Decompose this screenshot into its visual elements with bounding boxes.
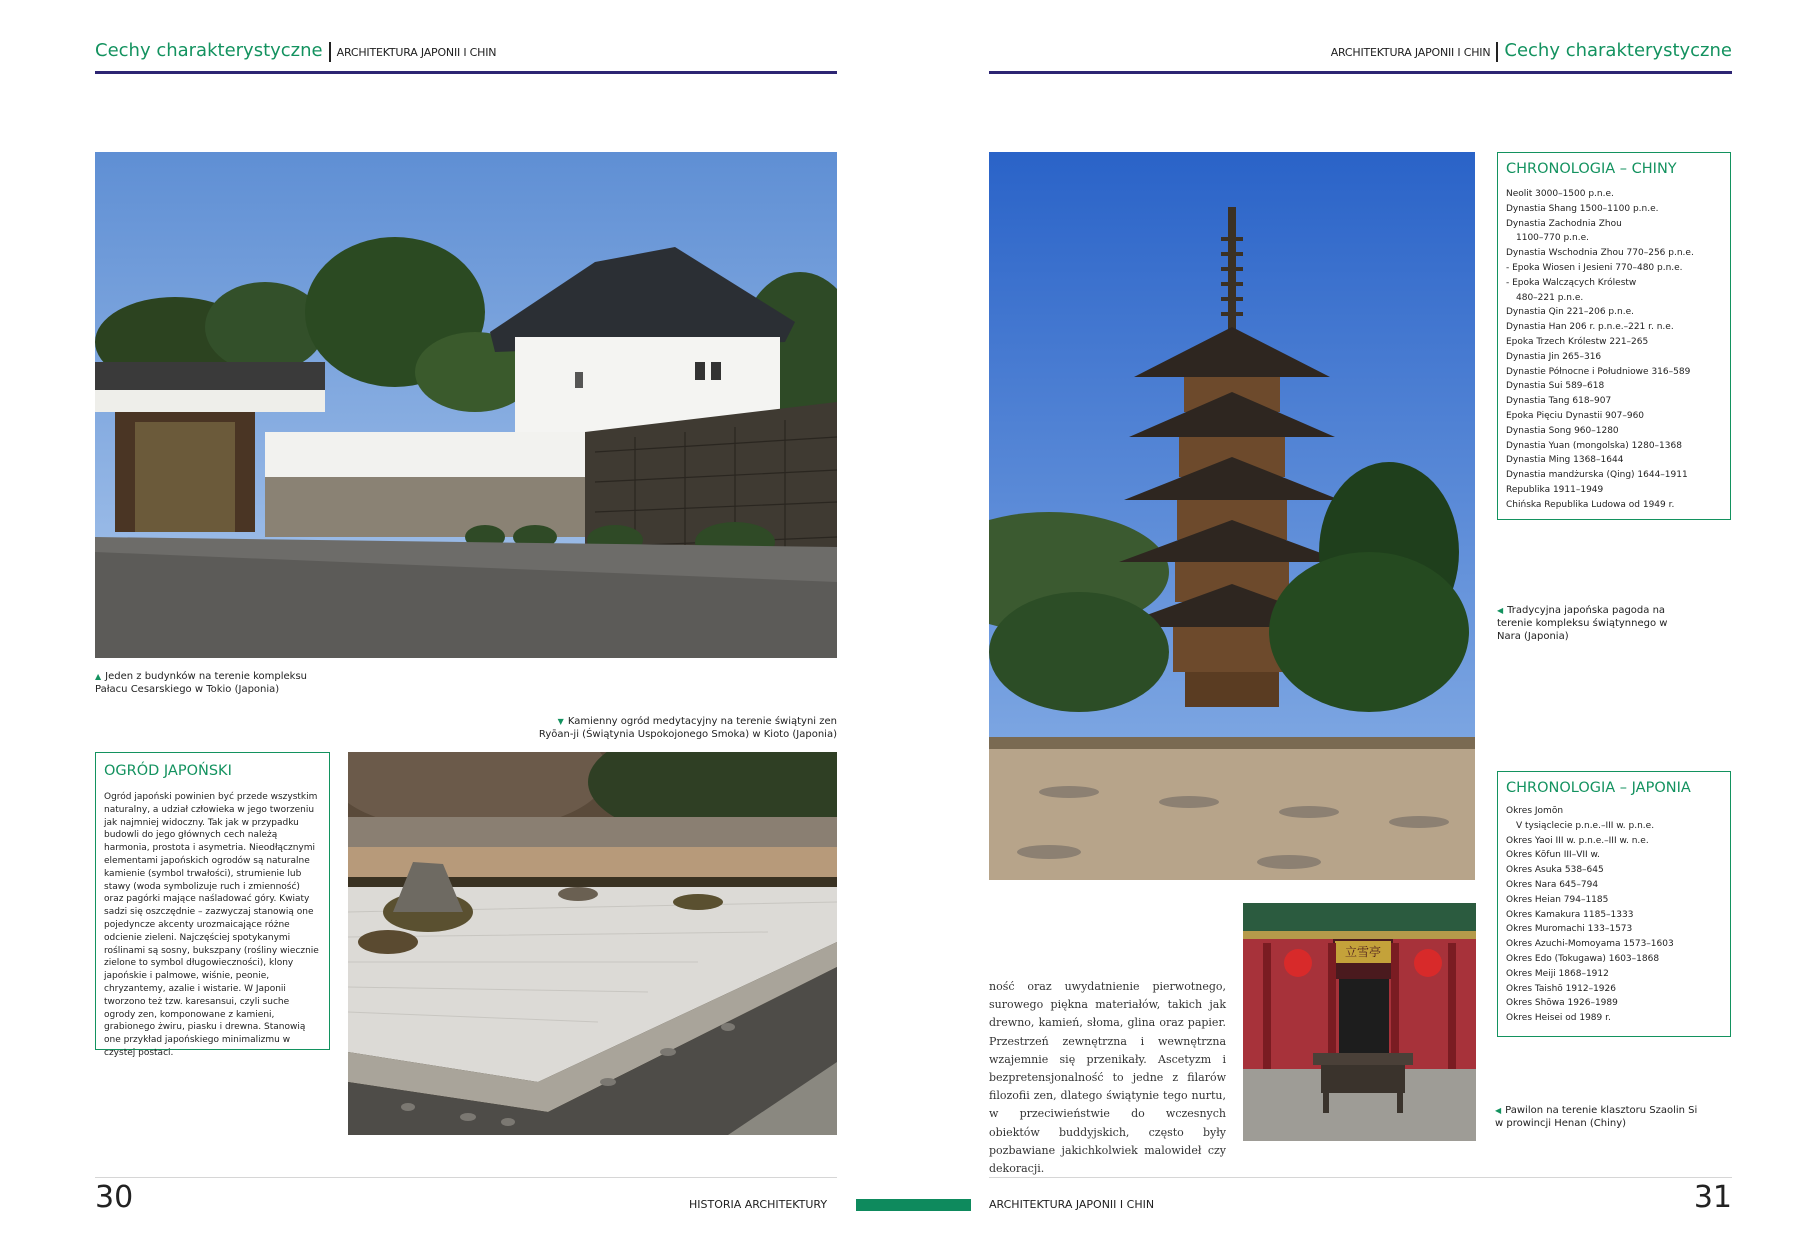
garden-box-title: OGRÓD JAPOŃSKI (104, 763, 232, 779)
chronology-japan-box (1497, 771, 1731, 1037)
pavilion-caption-text: Pawilon na terenie klasztoru Szaolin Si w prowincji Henan (Chiny) (1495, 1105, 1698, 1129)
chronology-china-item: Dynastia Ming 1368–1644 (1506, 455, 1624, 466)
chronology-japan-item: Okres Taishō 1912–1926 (1506, 983, 1616, 994)
chronology-china-item: - Epoka Walczących Królestw (1506, 277, 1637, 288)
right-header-separator (1496, 42, 1498, 62)
garden-caption (530, 715, 837, 741)
garden-box-text: Ogród japoński powinien być przede wszystkim naturalny, a udział człowieka w jego tworzeniu jak najmniej widoczny. Tak jak w przypadku budowli do jego głównych cech należą harmonia, prostota i asymetria. Nieodłącznymi elementami japońskich ogrodów są naturalne kamienie (symbol trwałości), strumienie lub stawy (woda symbolizuje ruch i zmienność) oraz pagórki mające naśladować góry. Kwiaty sadzi się oszczędnie – zazwyczaj stanowią one pojedyncze akcenty urozmaicające różne odcienie zieleni. Najczęściej spotykanymi roślinami są sosny, bukszpany (rośliny wiecznie zielone to symbol długowieczności), klony japońskie i palmowe, wiśnie, peonie, chryzantemy, azalie i wistarie. W Japonii tworzono też tzw. karesansui, czyli suche ogrody zen, komponowane z kamieni, grabionego żwiru, piasku i drewna. Stanowią one przykład japońskiego minimalizmu w czystej postaci. (104, 792, 319, 1058)
chronology-china-title: CHRONOLOGIA – CHINY (1506, 161, 1677, 177)
chronology-china-item: Dynastia Song 960–1280 (1506, 425, 1619, 436)
right-header-title: Cechy charakterystyczne (1504, 40, 1732, 61)
chronology-japan-item: Okres Edo (Tokugawa) 1603–1868 (1506, 953, 1660, 964)
footer-left-text: HISTORIA ARCHITEKTURY (689, 1198, 828, 1211)
footer-rule-left (95, 1177, 837, 1178)
chronology-china-item: Dynastia Han 206 r. p.n.e.–221 r. n.e. (1506, 322, 1674, 333)
chronology-china-item: Dynastia Qin 221–206 p.n.e. (1506, 307, 1634, 318)
chronology-japan-item: Okres Nara 645–794 (1506, 879, 1599, 890)
garden-info-box (95, 752, 330, 1058)
chronology-china-item: Epoka Trzech Królestw 221–265 (1506, 336, 1649, 347)
left-header-separator (329, 42, 331, 62)
left-header-rule (95, 71, 837, 74)
left-page-number: 30 (95, 1180, 134, 1215)
chronology-china-item: Dynastie Północne i Południowe 316–589 (1506, 366, 1691, 377)
garden-caption-text: Kamienny ogród medytacyjny na terenie świątyni zen Ryōan-ji (Świątynia Uspokojonego Smoka) w Kioto (Japonia) (538, 716, 837, 740)
body-paragraph: ność oraz uwydatnienie pierwotnego, surowego piękna materiałów, takich jak drewno, kamień, słoma, glina oraz papier. Przestrzeń zewnętrzna i wewnętrzna wzajemnie się przenikały. Ascetyzm i bezpretensjonalność to jedne z filarów filozofii zen, dlatego świątynie tego nurtu, w przeciwieństwie do wczesnych obiektów buddyjskich, często były pozbawiane jakichkolwiek malowideł czy dekoracji. (989, 980, 1226, 1176)
chronology-china-item: Dynastia Jin 265–316 (1506, 351, 1602, 362)
palace-caption-text: Jeden z budynków na terenie kompleksu Pałacu Cesarskiego w Tokio (Japonia) (95, 671, 308, 695)
pavilion-photo (1243, 903, 1476, 1141)
left-header-title: Cechy charakterystyczne (95, 40, 323, 61)
chronology-japan-item: Okres Yaoi III w. p.n.e.–III w. n.e. (1506, 835, 1649, 846)
palace-photo (95, 152, 837, 658)
chronology-china-item: Dynastia Zachodnia Zhou (1506, 218, 1622, 229)
chronology-china-item: 480–221 p.n.e. (1516, 292, 1584, 303)
right-page-header (1331, 40, 1732, 62)
triangle-left-icon: ◀ (1495, 1106, 1502, 1115)
chronology-china-item: Dynastia mandżurska (Qing) 1644–1911 (1506, 470, 1688, 481)
chronology-china-item: 1100–770 p.n.e. (1516, 233, 1589, 244)
right-header-subtitle: ARCHITEKTURA JAPONII I CHIN (1330, 46, 1491, 59)
chronology-china-item: Dynastia Yuan (mongolska) 1280–1368 (1506, 440, 1682, 451)
chronology-japan-item: Okres Heisei od 1989 r. (1506, 1013, 1611, 1024)
chronology-japan-item: Okres Shōwa 1926–1989 (1506, 998, 1618, 1009)
pagoda-caption-text: Tradycyjna japońska pagoda na terenie kompleksu świątynnego w Nara (Japonia) (1497, 605, 1668, 642)
palace-caption (95, 670, 335, 696)
chronology-japan-item: Okres Meiji 1868–1912 (1506, 968, 1609, 979)
triangle-left-icon: ◀ (1497, 606, 1504, 615)
chronology-japan-item: V tysiąclecie p.n.e.–III w. p.n.e. (1516, 820, 1655, 831)
triangle-down-icon: ▼ (557, 717, 564, 726)
chronology-china-item: Epoka Pięciu Dynastii 907–960 (1506, 410, 1645, 421)
chronology-japan-item: Okres Kamakura 1185–1333 (1506, 909, 1634, 920)
chronology-china-list (1506, 187, 1722, 513)
pavilion-sign: 立雪亭 (1344, 945, 1381, 959)
chronology-china-box (1497, 152, 1731, 520)
right-page-number: 31 (1693, 1180, 1732, 1215)
chronology-china-item: Republika 1911–1949 (1506, 484, 1604, 495)
chronology-japan-item: Okres Muromachi 133–1573 (1506, 924, 1633, 935)
chronology-japan-item: Okres Jomōn (1506, 806, 1564, 816)
pavilion-caption (1495, 1104, 1700, 1130)
chronology-china-item: Dynastia Sui 589–618 (1506, 381, 1605, 392)
right-header-rule (989, 71, 1732, 74)
chronology-china-item: Dynastia Wschodnia Zhou 770–256 p.n.e. (1506, 248, 1694, 259)
chronology-japan-item: Okres Asuka 538–645 (1506, 865, 1604, 876)
chronology-china-item: Neolit 3000–1500 p.n.e. (1506, 189, 1614, 199)
triangle-up-icon: ▲ (95, 672, 102, 681)
footer-right-text: ARCHITEKTURA JAPONII I CHIN (989, 1198, 1155, 1211)
chronology-china-item: - Epoka Wiosen i Jesieni 770–480 p.n.e. (1506, 262, 1683, 273)
left-header-subtitle: ARCHITEKTURA JAPONII I CHIN (336, 46, 497, 59)
chronology-japan-item: Okres Kōfun III–VII w. (1506, 850, 1600, 861)
chronology-china-item: Dynastia Shang 1500–1100 p.n.e. (1506, 203, 1659, 214)
chronology-china-item: Chińska Republika Ludowa od 1949 r. (1506, 499, 1675, 510)
chronology-japan-title: CHRONOLOGIA – JAPONIA (1506, 780, 1691, 796)
chronology-japan-list (1506, 804, 1722, 1026)
left-page-header (95, 40, 496, 62)
chronology-japan-item: Okres Heian 794–1185 (1506, 894, 1609, 905)
chronology-china-item: Dynastia Tang 618–907 (1506, 396, 1612, 407)
footer-rule-right (989, 1177, 1732, 1178)
chronology-japan-item: Okres Azuchi-Momoyama 1573–1603 (1506, 939, 1674, 950)
pagoda-photo (989, 152, 1475, 880)
pagoda-caption (1497, 604, 1687, 643)
footer-green-bar (856, 1199, 971, 1211)
rock-garden-photo (348, 752, 837, 1135)
